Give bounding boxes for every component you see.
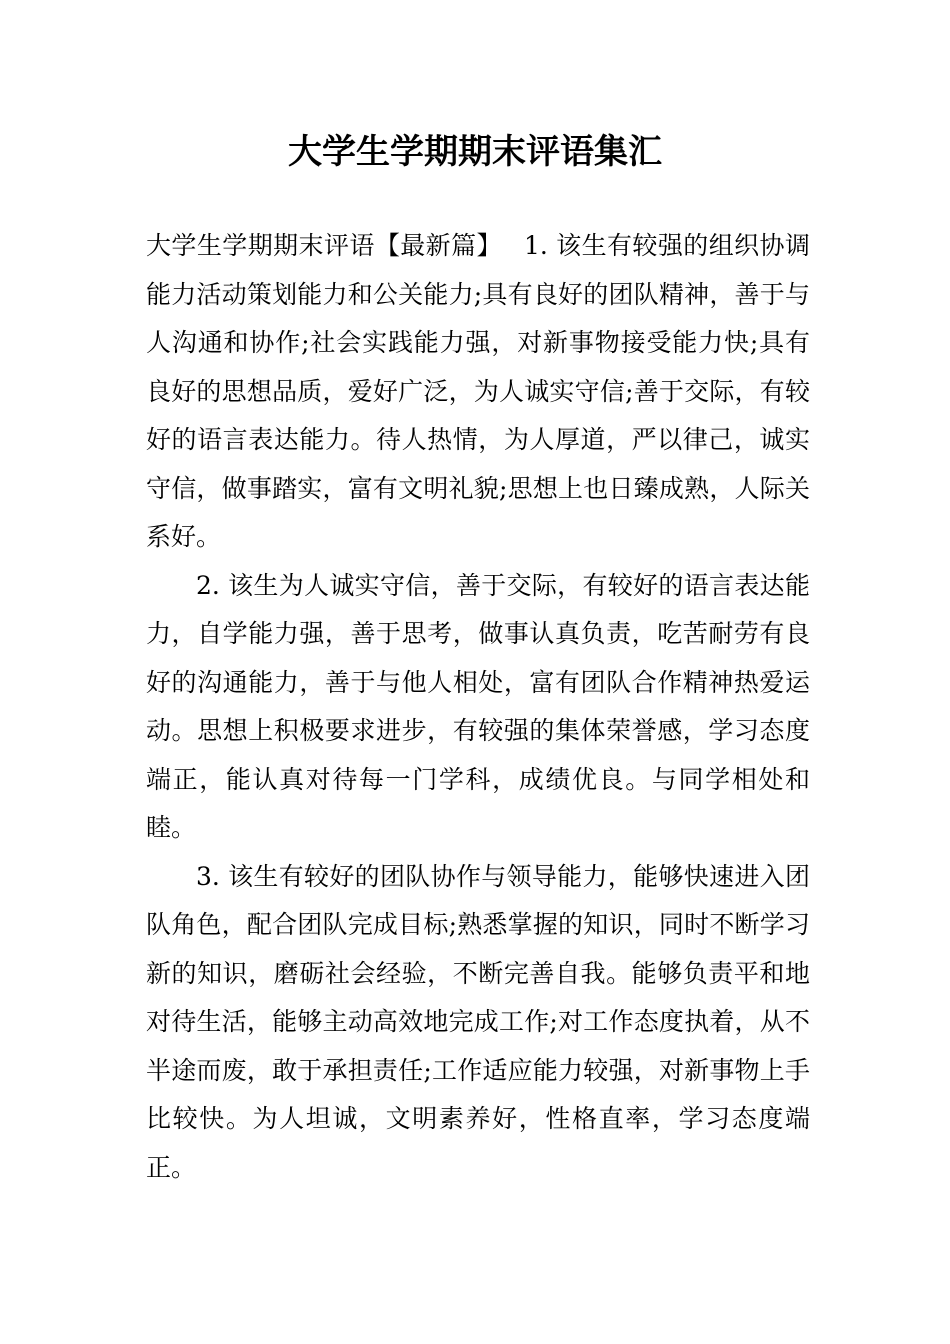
paragraph-2: 2. 该生为人诚实守信，善于交际，有较好的语言表达能力，自学能力强，善于思考，做事认真负责，吃苦耐劳有良好的沟通能力，善于与他人相处，富有团队合作精神热爱运动。思想上积极要求进步，有较强的集体荣誉感，学习态度端正，能认真对待每一门学科，成绩优良。与同学相处和睦。 <box>146 570 810 842</box>
paragraph-1 <box>146 222 810 562</box>
page-title: 大学生学期期末评语集汇 <box>288 132 662 172</box>
paragraph-1-text: 1. 该生有较强的组织协调能力活动策划能力和公关能力;具有良好的团队精神，善于与人沟通和协作;社会实践能力强，对新事物接受能力快;具有良好的思想品质，爱好广泛，为人诚实守信;善于交际，有较好的语言表达能力。待人热情，为人厚道，严以律己，诚实守信，做事踏实，富有文明礼貌;思想上也日臻成熟，人际关系好。 <box>146 231 810 551</box>
document-body <box>146 222 810 1192</box>
paragraph-3: 3. 该生有较好的团队协作与领导能力，能够快速进入团队角色，配合团队完成目标;熟悉掌握的知识，同时不断学习新的知识，磨砺社会经验，不断完善自我。能够负责平和地对待生活，能够主动高效地完成工作;对工作态度执着，从不半途而废，敢于承担责任;工作适应能力较强，对新事物上手比较快。为人坦诚，文明素养好，性格直率，学习态度端正。 <box>146 861 810 1182</box>
section-heading: 大学生学期期末评语【最新篇】 <box>146 231 502 260</box>
